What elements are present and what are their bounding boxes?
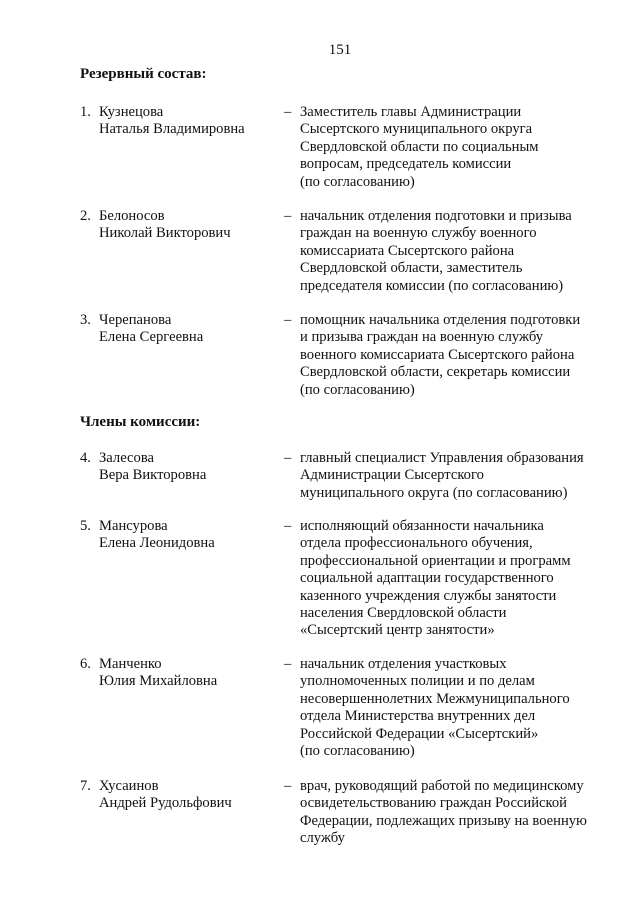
member-role: [300, 208, 610, 295]
role-line: муниципального округа (по согласованию): [300, 484, 568, 501]
member-role: [300, 656, 610, 760]
member-number: 7.: [80, 778, 91, 794]
role-line: «Сысертский центр занятости»: [300, 622, 495, 639]
member-name: [99, 778, 292, 813]
member-role: [300, 312, 610, 399]
role-line: (по согласованию): [300, 173, 415, 190]
member-number: 5.: [80, 518, 91, 534]
member-role: [300, 450, 610, 502]
role-line: врач, руководящий работой по медицинскому: [300, 778, 584, 794]
role-line: помощник начальника отделения подготовки: [300, 312, 581, 328]
member-number: 2.: [80, 208, 91, 224]
member-given-names: Наталья Владимировна: [99, 121, 245, 138]
member-surname: Мансурова: [99, 518, 168, 534]
role-line: освидетельствованию граждан Российской: [300, 795, 567, 812]
page-number: 151: [328, 42, 352, 58]
role-line: граждан на военную службу военного: [300, 225, 537, 242]
role-line: начальник отделения подготовки и призыва: [300, 208, 572, 224]
dash-separator: –: [284, 208, 292, 224]
member-surname: Кузнецова: [99, 104, 164, 120]
reserve-heading: Резервный состав:: [80, 66, 207, 82]
dash-separator: –: [284, 312, 292, 328]
member-given-names: Елена Леонидовна: [99, 535, 215, 552]
role-line: отдела Министерства внутренних дел: [300, 708, 536, 725]
member-number: 6.: [80, 656, 91, 672]
role-line: уполномоченных полиции и по делам: [300, 673, 535, 690]
dash-separator: –: [284, 450, 292, 466]
dash-separator: –: [284, 656, 292, 672]
member-surname: Черепанова: [99, 312, 172, 328]
role-line: Российской Федерации «Сысертский»: [300, 725, 539, 742]
role-line: профессиональной ориентации и программ: [300, 552, 571, 569]
role-line: Заместитель главы Администрации: [300, 104, 522, 120]
member-number: 4.: [80, 450, 91, 466]
member-surname: Манченко: [99, 656, 162, 672]
member-given-names: Юлия Михайловна: [99, 673, 218, 690]
member-surname: Хусаинов: [99, 778, 159, 794]
member-name: [99, 518, 292, 553]
role-line: вопросам, председатель комиссии: [300, 156, 512, 173]
role-line: Администрации Сысертского: [300, 467, 484, 484]
role-line: населения Свердловской области: [300, 605, 507, 622]
member-surname: Залесова: [99, 450, 154, 466]
role-line: Свердловской области, заместитель: [300, 260, 523, 277]
role-line: Свердловской области, секретарь комиссии: [300, 364, 571, 381]
member-given-names: Вера Викторовна: [99, 467, 207, 484]
dash-separator: –: [284, 104, 292, 120]
role-line: начальник отделения участковых: [300, 656, 507, 672]
member-given-names: Елена Сергеевна: [99, 329, 204, 346]
role-line: главный специалист Управления образования: [300, 450, 584, 466]
role-line: социальной адаптации государственного: [300, 570, 554, 587]
members-heading: Члены комиссии:: [80, 414, 201, 430]
member-name: [99, 656, 292, 691]
dash-separator: –: [284, 778, 292, 794]
member-role: [300, 104, 610, 191]
role-line: казенного учреждения службы занятости: [300, 587, 557, 604]
role-line: комиссариата Сысертского района: [300, 242, 515, 259]
role-line: Федерации, подлежащих призыву на военную: [300, 812, 587, 829]
member-given-names: Николай Викторович: [99, 225, 231, 242]
role-line: несовершеннолетних Межмуниципального: [300, 690, 570, 707]
member-role: [300, 778, 610, 848]
role-line: военного комиссариата Сысертского района: [300, 346, 575, 363]
member-number: 3.: [80, 312, 91, 328]
role-line: Свердловской области по социальным: [300, 138, 539, 155]
role-line: службу: [300, 830, 345, 847]
member-role: [300, 518, 610, 640]
member-name: [99, 208, 292, 243]
role-line: отдела профессионального обучения,: [300, 535, 533, 552]
role-line: Сысертского муниципального округа: [300, 121, 533, 138]
role-line: (по согласованию): [300, 743, 415, 760]
member-name: [99, 104, 292, 139]
member-number: 1.: [80, 104, 91, 120]
role-line: (по согласованию): [300, 381, 415, 398]
role-line: исполняющий обязанности начальника: [300, 518, 544, 534]
dash-separator: –: [284, 518, 292, 534]
member-name: [99, 312, 292, 347]
role-line: и призыва граждан на военную службу: [300, 329, 544, 346]
member-surname: Белоносов: [99, 208, 165, 224]
member-given-names: Андрей Рудольфович: [99, 795, 232, 812]
member-name: [99, 450, 292, 485]
role-line: председателя комиссии (по согласованию): [300, 277, 564, 294]
